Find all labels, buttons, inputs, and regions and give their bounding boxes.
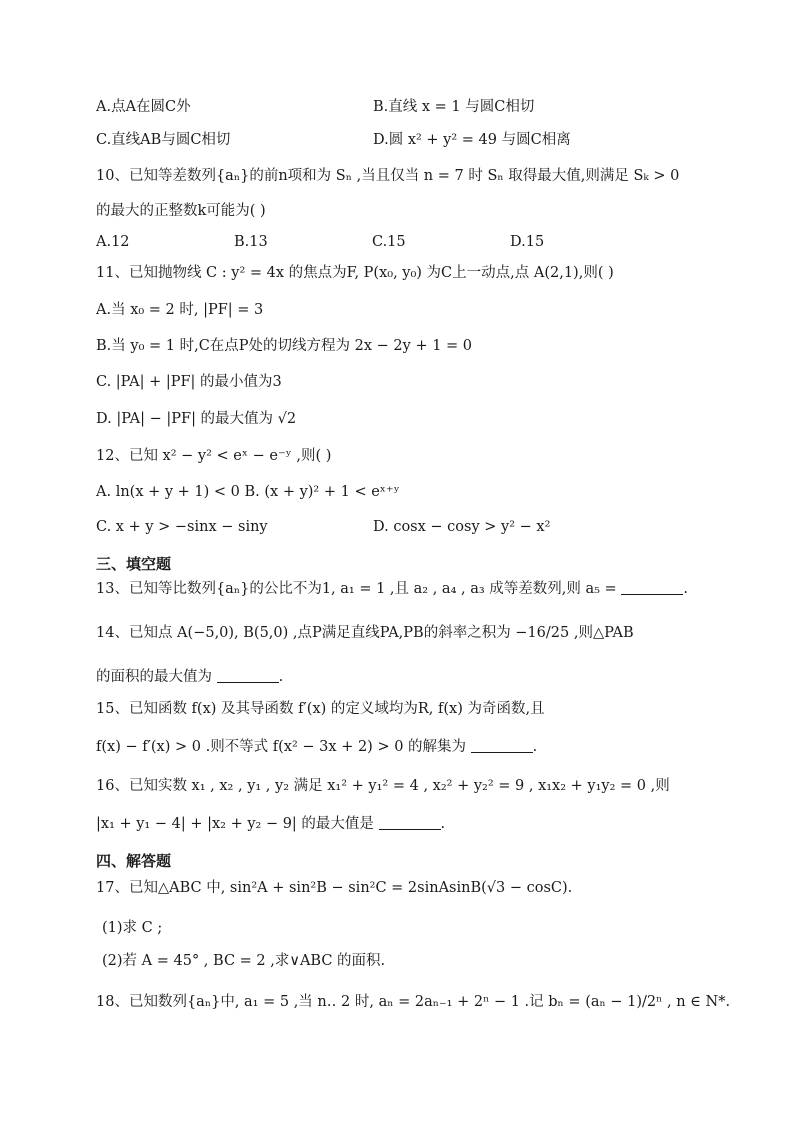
q11-option-d: D. |PA| − |PF| 的最大值为 √2: [96, 411, 297, 427]
q9-option-d: D.圆 x² + y² = 49 与圆C相离: [373, 132, 571, 148]
q11-option-b: B.当 y₀ = 1 时,C在点P处的切线方程为 2x − 2y + 1 = 0: [96, 338, 473, 354]
q16-text2: |x₁ + y₁ − 4| + |x₂ + y₂ − 9| 的最大值是: [96, 816, 374, 832]
q16-line: 16、已知实数 x₁ , x₂ , y₁ , y₂ 满足 x₁² + y₁² = 4 , x₂² + y₂² = 9 , x₁x₂ + y₁y₂ = 0 ,则: [96, 778, 670, 794]
answer-blank: [471, 738, 533, 753]
answer-blank: [217, 668, 279, 683]
q14-tail: .: [278, 669, 284, 685]
q14-line: 14、已知点 A(−5,0), B(5,0) ,点P满足直线PA,PB的斜率之积为 −16/25 ,则△PAB: [96, 625, 634, 641]
q9-options-row2: [96, 130, 571, 150]
q17-stem: 17、已知△ABC 中, sin²A + sin²B − sin²C = 2sinAsinB(√3 − cosC).: [96, 880, 573, 896]
q10-options: [96, 232, 544, 252]
q14-line2: [96, 667, 283, 687]
section-fill-in-heading: 三、填空题: [96, 555, 172, 573]
q13-tail: .: [683, 581, 688, 597]
q12-option-c: C. x + y > −sinx − siny: [96, 519, 268, 535]
q12-stem: 12、已知 x² − y² < eˣ − e⁻ʸ ,则( ): [96, 448, 332, 464]
q16-line2: [96, 814, 445, 834]
q10-option-d: D.15: [510, 234, 545, 250]
q11-stem: 11、已知抛物线 C : y² = 4x 的焦点为F, P(x₀, y₀) 为C上一动点,点 A(2,1),则( ): [96, 265, 614, 281]
q10-option-a: A.12: [96, 234, 130, 250]
section-answer-heading: 四、解答题: [96, 852, 172, 870]
answer-blank: [621, 580, 683, 595]
q17-part2: (2)若 A = 45° , BC = 2 ,求∨ABC 的面积.: [102, 953, 386, 969]
q15-text2: f(x) − f′(x) > 0 .则不等式 f(x² − 3x + 2) > 0 的解集为: [96, 739, 467, 755]
q15-line: 15、已知函数 f(x) 及其导函数 f′(x) 的定义域均为R, f(x) 为奇函数,且: [96, 701, 545, 717]
answer-blank: [379, 815, 441, 830]
q12-option-d: D. cosx − cosy > y² − x²: [373, 519, 551, 535]
q9-option-b: B.直线 x = 1 与圆C相切: [373, 99, 535, 115]
q10-stem: 10、已知等差数列{aₙ}的前n项和为 Sₙ ,当且仅当 n = 7 时 Sₙ 取得最大值,则满足 Sₖ > 0: [96, 168, 680, 184]
q15-line2: [96, 737, 537, 757]
q9-option-c: C.直线AB与圆C相切: [96, 132, 231, 148]
q12-options-ab: A. ln(x + y + 1) < 0 B. (x + y)² + 1 < eˣ⁺ʸ: [96, 484, 400, 500]
q11-option-a: A.当 x₀ = 2 时, |PF| = 3: [96, 302, 264, 318]
q11-option-c: C. |PA| + |PF| 的最小值为3: [96, 374, 282, 390]
q10-option-c: C.15: [372, 234, 406, 250]
q18-stem: 18、已知数列{aₙ}中, a₁ = 5 ,当 n‥ 2 时, aₙ = 2aₙ₋₁ + 2ⁿ − 1 .记 bₙ = (aₙ − 1)/2ⁿ , n ∈ N*.: [96, 994, 731, 1010]
q10-stem-cont: 的最大的正整数k可能为( ): [96, 203, 266, 219]
q14-text2: 的面积的最大值为: [96, 669, 212, 685]
q13-text: 13、已知等比数列{aₙ}的公比不为1, a₁ = 1 ,且 a₂ , a₄ , a₃ 成等差数列,则 a₅ =: [96, 581, 617, 597]
q17-part1: (1)求 C ;: [102, 920, 163, 936]
q16-tail: .: [440, 816, 446, 832]
q9-options-row1: [96, 97, 534, 117]
q12-options-cd: [96, 517, 550, 537]
q15-tail: .: [532, 739, 538, 755]
q9-option-a: A.点A在圆C外: [96, 99, 191, 115]
q13-line: [96, 579, 688, 599]
q10-option-b: B.13: [234, 234, 268, 250]
